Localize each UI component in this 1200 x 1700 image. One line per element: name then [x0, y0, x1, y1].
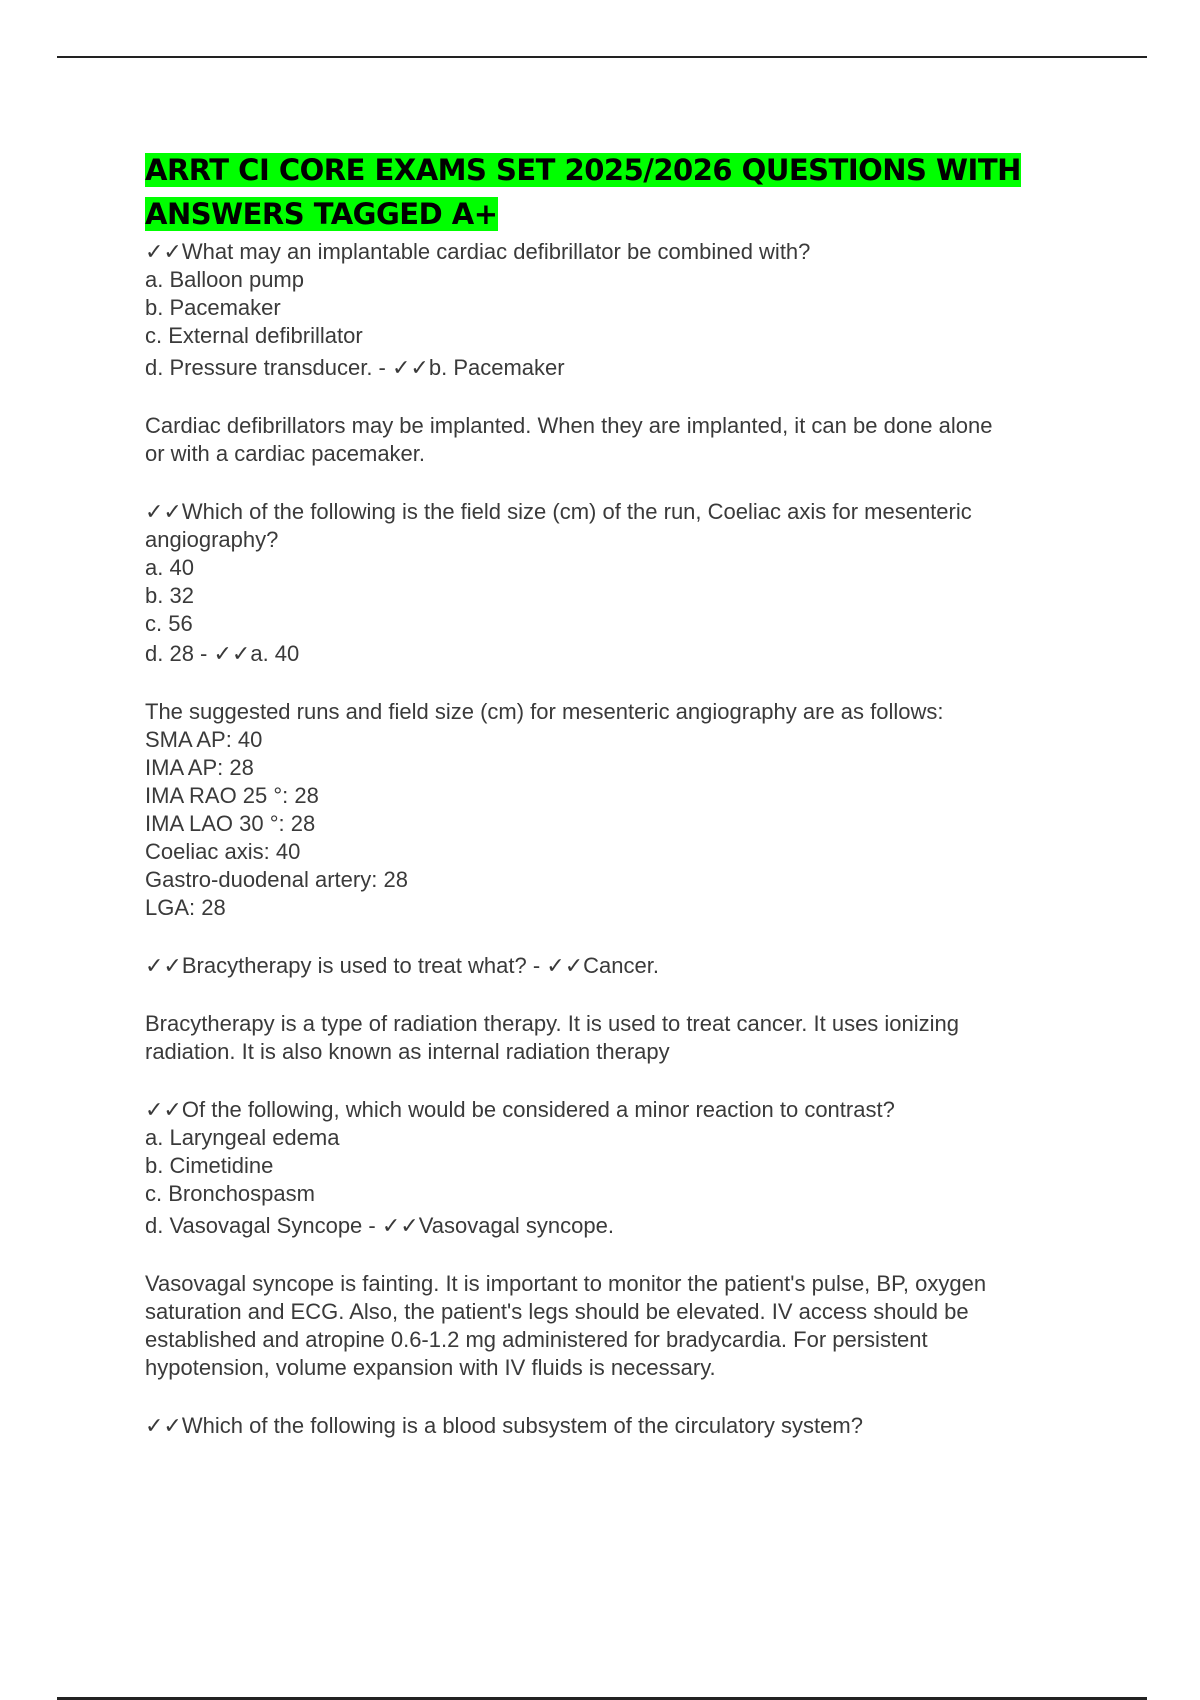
explanation: Bracytherapy is a type of radiation therapy. It is used to treat cancer. It uses ionizing — [145, 1011, 960, 1036]
explanation: or with a cardiac pacemaker. — [145, 441, 426, 466]
explanation: IMA LAO 30 °: 28 — [145, 811, 316, 836]
question-block-4 — [145, 1096, 1085, 1382]
explanation: The suggested runs and field size (cm) for mesenteric angiography are as follows: — [145, 699, 944, 724]
question-text: angiography? — [145, 527, 279, 552]
explanation: established and atropine 0.6-1.2 mg administered for bradycardia. For persistent — [145, 1327, 928, 1352]
option: b. 32 — [145, 583, 194, 608]
answer-option: d. Pressure transducer. - ✓✓b. Pacemaker — [145, 355, 565, 380]
explanation: IMA RAO 25 °: 28 — [145, 783, 319, 808]
question-block-1 — [145, 238, 1085, 468]
explanation: Vasovagal syncope is fainting. It is important to monitor the patient's pulse, BP, oxygen — [145, 1271, 987, 1296]
option: a. Laryngeal edema — [145, 1125, 340, 1150]
document-body — [145, 148, 1085, 1440]
question-block-3 — [145, 952, 1085, 1066]
explanation: LGA: 28 — [145, 895, 226, 920]
explanation: Cardiac defibrillators may be implanted. When they are implanted, it can be done alone — [145, 413, 993, 438]
explanation: SMA AP: 40 — [145, 727, 263, 752]
option: a. 40 — [145, 555, 194, 580]
explanation: radiation. It is also known as internal radiation therapy — [145, 1039, 670, 1064]
answer-option: d. Vasovagal Syncope - ✓✓Vasovagal syncope. — [145, 1213, 614, 1238]
explanation: Coeliac axis: 40 — [145, 839, 301, 864]
option: c. 56 — [145, 611, 193, 636]
question-text: ✓✓Which of the following is a blood subsystem of the circulatory system? — [145, 1413, 863, 1438]
option: c. External defibrillator — [145, 323, 363, 348]
explanation: saturation and ECG. Also, the patient's legs should be elevated. IV access should be — [145, 1299, 969, 1324]
option: b. Cimetidine — [145, 1153, 274, 1178]
question-text: ✓✓Bracytherapy is used to treat what? - ✓✓Cancer. — [145, 953, 659, 978]
option: c. Bronchospasm — [145, 1181, 315, 1206]
answer-option: d. 28 - ✓✓a. 40 — [145, 641, 300, 666]
question-text: ✓✓Which of the following is the field size (cm) of the run, Coeliac axis for mesenteric — [145, 499, 972, 524]
question-text: ✓✓What may an implantable cardiac defibrillator be combined with? — [145, 239, 811, 264]
option: a. Balloon pump — [145, 267, 304, 292]
question-block-5 — [145, 1412, 1085, 1440]
explanation: hypotension, volume expansion with IV fluids is necessary. — [145, 1355, 716, 1380]
document-title: ARRT CI CORE EXAMS SET 2025/2026 QUESTIONS WITH ANSWERS TAGGED A+ — [145, 153, 1021, 231]
explanation: Gastro-duodenal artery: 28 — [145, 867, 408, 892]
option: b. Pacemaker — [145, 295, 281, 320]
explanation: IMA AP: 28 — [145, 755, 254, 780]
header-rule — [57, 56, 1147, 58]
question-text: ✓✓Of the following, which would be considered a minor reaction to contrast? — [145, 1097, 895, 1122]
question-block-2 — [145, 498, 1085, 922]
